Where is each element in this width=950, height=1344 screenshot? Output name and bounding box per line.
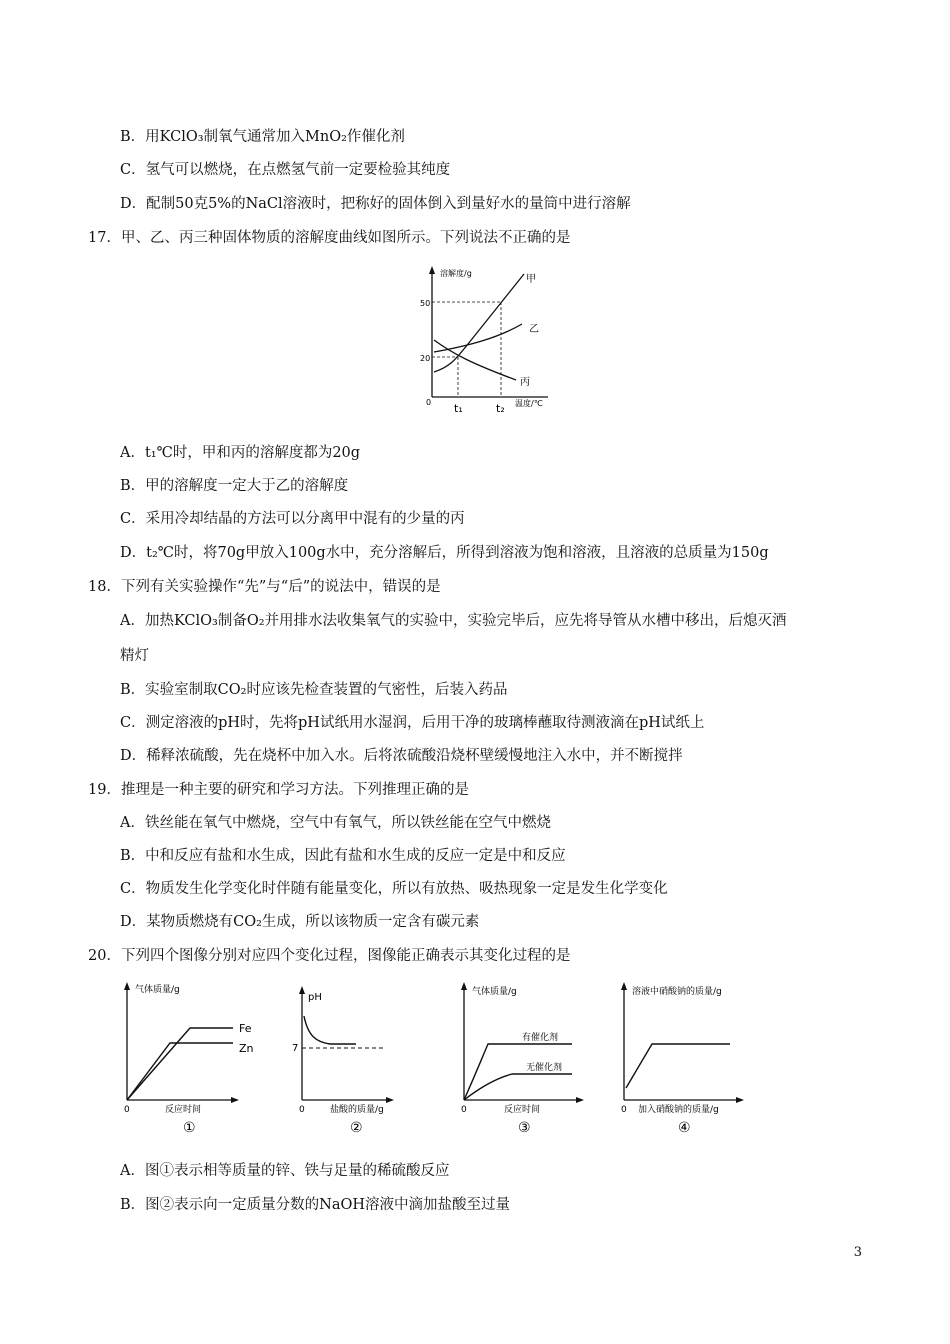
q17-xlabel: 温度/℃: [515, 399, 543, 408]
q17-option-d: D．t₂℃时，将70g甲放入100g水中，充分溶解后，所得到溶液为饱和溶液，且溶液的总质量为150g: [120, 545, 769, 561]
g1-label-zn: Zn: [239, 1042, 254, 1055]
q19-option-d: D．某物质燃烧有CO₂生成，所以该物质一定含有碳元素: [120, 914, 480, 930]
q20-graph-1: [115, 978, 265, 1138]
q17-solubility-graph: [398, 262, 558, 422]
q17-label-yi: 乙: [529, 324, 539, 335]
g3-number: ③: [518, 1120, 531, 1136]
q16-option-d: D．配制50克5%的NaCl溶液时，把称好的固体倒入到量好水的量筒中进行溶解: [120, 196, 631, 212]
g4-number: ④: [678, 1120, 691, 1136]
q17-t2: t₂: [496, 402, 505, 415]
g4-xlabel: 加入硝酸钠的质量/g: [638, 1105, 719, 1115]
q18-option-d: D．稀释浓硫酸，先在烧杯中加入水。后将浓硫酸沿烧杯壁缓慢地注入水中，并不断搅拌: [120, 748, 683, 764]
q19-option-a: A．铁丝能在氧气中燃烧，空气中有氧气，所以铁丝能在空气中燃烧: [120, 815, 551, 831]
q20-graph-4: [612, 978, 762, 1138]
g3-label-cat: 有催化剂: [522, 1033, 559, 1043]
g2-xlabel: 盐酸的质量/g: [330, 1105, 384, 1115]
q18-option-a-line1: A．加热KClO₃制备O₂并用排水法收集氧气的实验中，实验完毕后，应先将导管从水槽中移出，后熄灭酒: [120, 613, 787, 629]
q19-option-b: B．中和反应有盐和水生成，因此有盐和水生成的反应一定是中和反应: [120, 848, 566, 864]
q20-option-a: A．图①表示相等质量的锌、铁与足量的稀硫酸反应: [120, 1163, 450, 1179]
g2-number: ②: [350, 1120, 363, 1136]
q17-y20: 20: [420, 354, 431, 363]
g3-origin: 0: [461, 1105, 467, 1115]
q17-option-c: C．采用冷却结晶的方法可以分离甲中混有的少量的丙: [120, 511, 465, 527]
g1-origin: 0: [124, 1105, 130, 1115]
q19-stem: 19．推理是一种主要的研究和学习方法。下列推理正确的是: [88, 782, 469, 798]
q17-label-bing: 丙: [520, 377, 530, 388]
q19-option-c: C．物质发生化学变化时伴随有能量变化，所以有放热、吸热现象一定是发生化学变化: [120, 881, 668, 897]
q18-stem: 18．下列有关实验操作“先”与“后”的说法中，错误的是: [88, 579, 441, 595]
q16-option-c: C．氢气可以燃烧，在点燃氢气前一定要检验其纯度: [120, 162, 451, 178]
q17-label-jia: 甲: [526, 274, 536, 285]
g2-ylabel: pH: [308, 992, 322, 1003]
g2-origin: 0: [299, 1105, 305, 1115]
q18-option-b: B．实验室制取CO₂时应该先检查装置的气密性，后装入药品: [120, 682, 508, 698]
q17-curve-bing: [434, 340, 516, 380]
g1-label-fe: Fe: [239, 1022, 252, 1035]
g1-number: ①: [183, 1120, 196, 1136]
q17-ylabel: 溶解度/g: [440, 269, 472, 278]
q20-stem: 20．下列四个图像分别对应四个变化过程，图像能正确表示其变化过程的是: [88, 948, 571, 964]
q17-option-b: B．甲的溶解度一定大于乙的溶解度: [120, 478, 349, 494]
q18-option-a-line2: 精灯: [120, 648, 149, 664]
g4-ylabel: 溶液中硝酸钠的质量/g: [632, 987, 722, 997]
q17-t1: t₁: [454, 402, 463, 415]
q17-origin: 0: [426, 398, 432, 407]
g3-ylabel: 气体质量/g: [472, 987, 517, 997]
g2-seven: 7: [292, 1043, 299, 1054]
q17-stem: 17．甲、乙、丙三种固体物质的溶解度曲线如图所示。下列说法不正确的是: [88, 230, 571, 246]
q20-graph-2: [290, 978, 400, 1138]
q17-curve-yi: [434, 324, 522, 352]
q18-option-c: C．测定溶液的pH时，先将pH试纸用水湿润，后用干净的玻璃棒蘸取待测液滴在pH试纸上: [120, 715, 705, 731]
g3-xlabel: 反应时间: [504, 1105, 541, 1115]
q17-option-a: A．t₁℃时，甲和丙的溶解度都为20g: [120, 445, 361, 461]
page-number: 3: [853, 1245, 862, 1260]
g1-xlabel: 反应时间: [165, 1105, 202, 1115]
q20-graph-3: [452, 978, 592, 1138]
g4-origin: 0: [621, 1105, 627, 1115]
g1-ylabel: 气体质量/g: [135, 985, 180, 995]
q17-y50: 50: [420, 299, 431, 308]
g3-label-nocat: 无催化剂: [526, 1063, 563, 1073]
q20-option-b: B．图②表示向一定质量分数的NaOH溶液中滴加盐酸至过量: [120, 1197, 511, 1213]
q16-option-b: B．用KClO₃制氧气通常加入MnO₂作催化剂: [120, 129, 405, 145]
